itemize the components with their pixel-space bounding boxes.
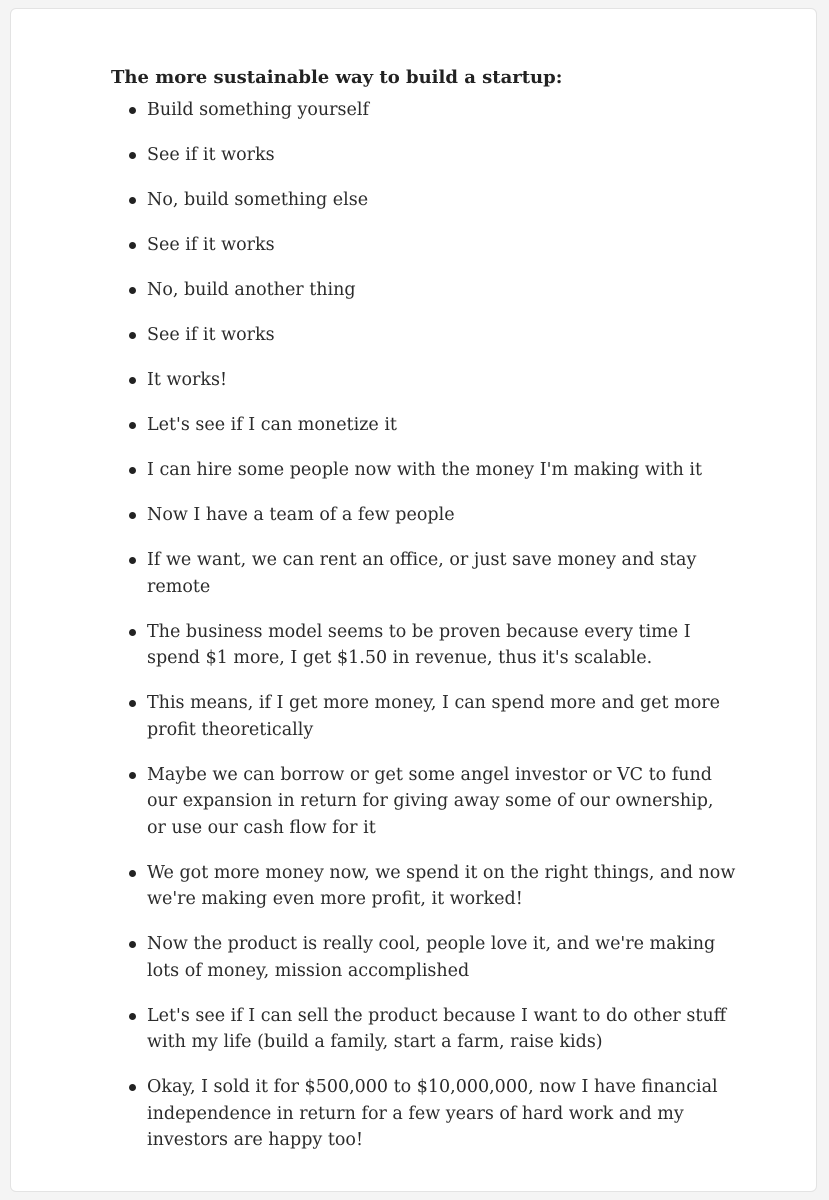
bullet-icon xyxy=(129,152,136,159)
list-item-text: See if it works xyxy=(147,145,275,165)
list-item xyxy=(111,457,736,484)
list-item xyxy=(111,142,736,169)
list-item xyxy=(111,619,736,672)
list-item-text: No, build another thing xyxy=(147,280,356,300)
list-item xyxy=(111,322,736,349)
bullet-icon xyxy=(129,1013,136,1020)
list-item xyxy=(111,762,736,842)
list-item xyxy=(111,187,736,214)
bullet-icon xyxy=(129,557,136,564)
list-item-text: See if it works xyxy=(147,235,275,255)
list-item xyxy=(111,97,736,124)
bullet-icon xyxy=(129,1084,136,1091)
bullet-icon xyxy=(129,941,136,948)
bullet-icon xyxy=(129,377,136,384)
list-item-text: Now I have a team of a few people xyxy=(147,505,455,525)
article-body xyxy=(111,65,736,1172)
bullet-icon xyxy=(129,700,136,707)
bullet-icon xyxy=(129,512,136,519)
bullet-icon xyxy=(129,107,136,114)
list-item xyxy=(111,232,736,259)
bullet-icon xyxy=(129,422,136,429)
bullet-icon xyxy=(129,467,136,474)
list-item xyxy=(111,277,736,304)
list-item-text: Let's see if I can sell the product because I want to do other stuff with my life (build a family, start a farm, raise kids) xyxy=(147,1005,727,1052)
list-item-text: Okay, I sold it for $500,000 to $10,000,000, now I have financial independence in return for a few years of hard work and my investors are happy too! xyxy=(147,1077,718,1150)
bullet-icon xyxy=(129,332,136,339)
list-item-text: No, build something else xyxy=(147,190,369,210)
list-item xyxy=(111,367,736,394)
section-heading: The more sustainable way to build a startup: xyxy=(111,67,563,88)
list-item xyxy=(111,412,736,439)
list-item xyxy=(111,502,736,529)
list-item xyxy=(111,690,736,743)
steps-list xyxy=(111,97,736,1154)
list-item xyxy=(111,1003,736,1056)
bullet-icon xyxy=(129,197,136,204)
bullet-icon xyxy=(129,629,136,636)
list-item-text: The business model seems to be proven because every time I spend $1 more, I get $1.50 in revenue, thus it's scalable. xyxy=(147,621,691,668)
list-item-text: Let's see if I can monetize it xyxy=(147,415,397,435)
list-item xyxy=(111,931,736,984)
list-item-text: This means, if I get more money, I can spend more and get more profit theoretically xyxy=(147,693,720,740)
list-item-text: Now the product is really cool, people love it, and we're making lots of money, mission accomplished xyxy=(147,934,716,981)
bullet-icon xyxy=(129,287,136,294)
bullet-icon xyxy=(129,772,136,779)
list-item-text: It works! xyxy=(147,370,228,390)
list-item-text: See if it works xyxy=(147,325,275,345)
list-item-text: I can hire some people now with the money I'm making with it xyxy=(147,460,702,480)
list-item-text: We got more money now, we spend it on the right things, and now we're making even more profit, it worked! xyxy=(147,862,736,909)
list-item-text: Maybe we can borrow or get some angel investor or VC to fund our expansion in return for giving away some of our ownership, or use our cash flow for it xyxy=(147,764,714,838)
list-item xyxy=(111,547,736,600)
list-item xyxy=(111,860,736,913)
list-item-text: Build something yourself xyxy=(147,100,369,120)
content-card xyxy=(10,8,817,1192)
list-item-text: If we want, we can rent an office, or just save money and stay remote xyxy=(147,550,697,597)
bullet-icon xyxy=(129,242,136,249)
list-item xyxy=(111,1074,736,1154)
bullet-icon xyxy=(129,870,136,877)
